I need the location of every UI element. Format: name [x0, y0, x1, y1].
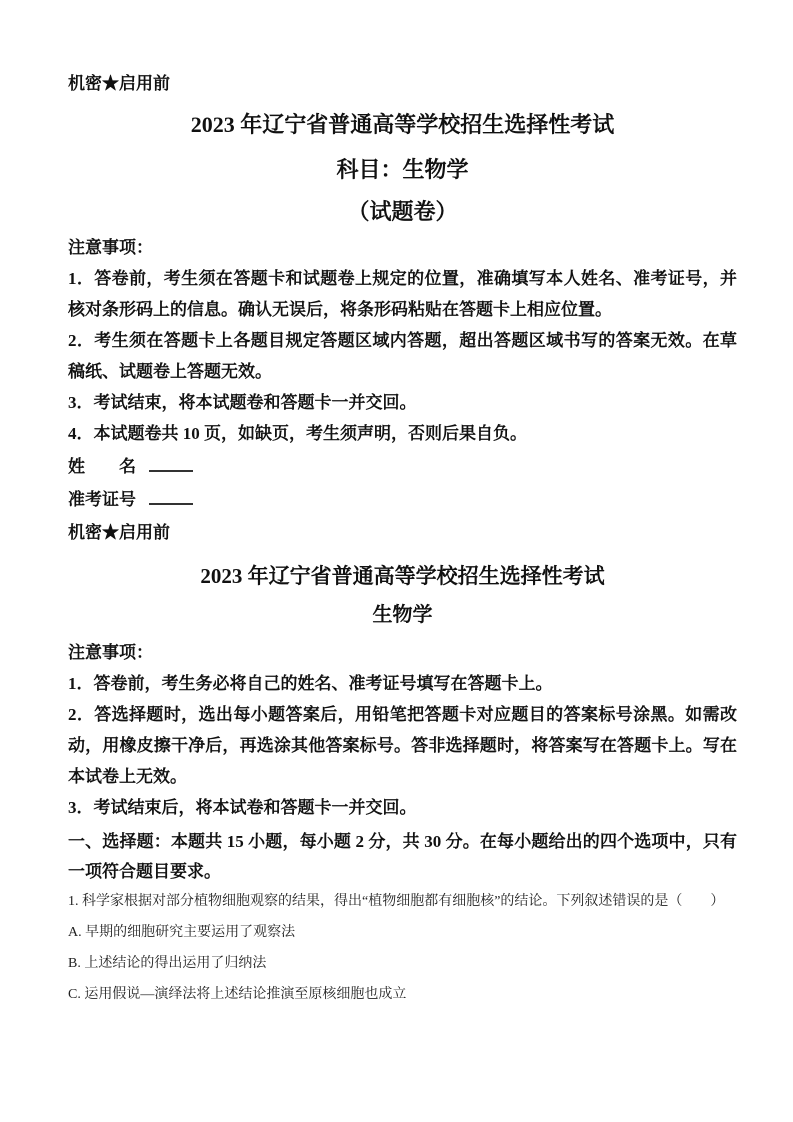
- section-one-heading: 一、选择题：本题共 15 小题，每小题 2 分，共 30 分。在每小题给出的四个选项中，只有一项符合题目要求。: [68, 832, 737, 881]
- inner-notice-heading: 注意事项：: [68, 643, 153, 662]
- admission-no-row: [68, 484, 737, 515]
- cover-confidential-label: 机密★启用前: [68, 74, 170, 93]
- cover-notice-item-1: 1．答卷前，考生须在答题卡和试题卷上规定的位置，准确填写本人姓名、准考证号，并核对条形码上的信息。确认无误后，将条形码粘贴在答题卡上相应位置。: [68, 269, 737, 319]
- name-label: 姓 名: [68, 457, 136, 476]
- cover-paper-type: （试题卷）: [347, 199, 458, 224]
- inner-confidential-label: 机密★启用前: [68, 523, 170, 542]
- name-blank-line: [149, 459, 193, 472]
- cover-notice-heading: 注意事项：: [68, 238, 153, 257]
- question-1-option-b: B. 上述结论的得出运用了归纳法: [68, 956, 267, 971]
- name-field-row: [68, 451, 737, 482]
- cover-notice-item-3: 3．考试结束，将本试题卷和答题卡一并交回。: [68, 393, 417, 412]
- inner-subject-title: 生物学: [372, 604, 433, 626]
- cover-notice-item-2: 2．考生须在答题卡上各题目规定答题区域内答题，超出答题区域书写的答案无效。在草稿纸、试题卷上答题无效。: [68, 331, 737, 381]
- cover-exam-title: 2023 年辽宁省普通高等学校招生选择性考试: [190, 112, 615, 137]
- admission-no-blank-line: [149, 492, 193, 505]
- inner-notice-item-3: 3．考试结束后，将本试卷和答题卡一并交回。: [68, 798, 417, 817]
- inner-exam-title: 2023 年辽宁省普通高等学校招生选择性考试: [200, 564, 605, 588]
- inner-notice-item-2: 2．答选择题时，选出每小题答案后，用铅笔把答题卡对应题目的答案标号涂黑。如需改动，用橡皮擦干净后，再选涂其他答案标号。答非选择题时，将答案写在答题卡上。写在本试卷上无效。: [68, 705, 737, 786]
- inner-notice-item-1: 1．答卷前，考生务必将自己的姓名、准考证号填写在答题卡上。: [68, 674, 553, 693]
- cover-subject-line: 科目：生物学: [336, 157, 469, 182]
- question-1-option-a: A. 早期的细胞研究主要运用了观察法: [68, 925, 296, 940]
- admission-no-label: 准考证号: [68, 490, 136, 509]
- question-1-option-c: C. 运用假说—演绎法将上述结论推演至原核细胞也成立: [68, 987, 407, 1002]
- cover-notice-item-4: 4．本试题卷共 10 页，如缺页，考生须声明，否则后果自负。: [68, 424, 527, 443]
- question-1-stem: 1. 科学家根据对部分植物细胞观察的结果，得出“植物细胞都有细胞核”的结论。下列叙述错误的是（ ）: [68, 894, 725, 909]
